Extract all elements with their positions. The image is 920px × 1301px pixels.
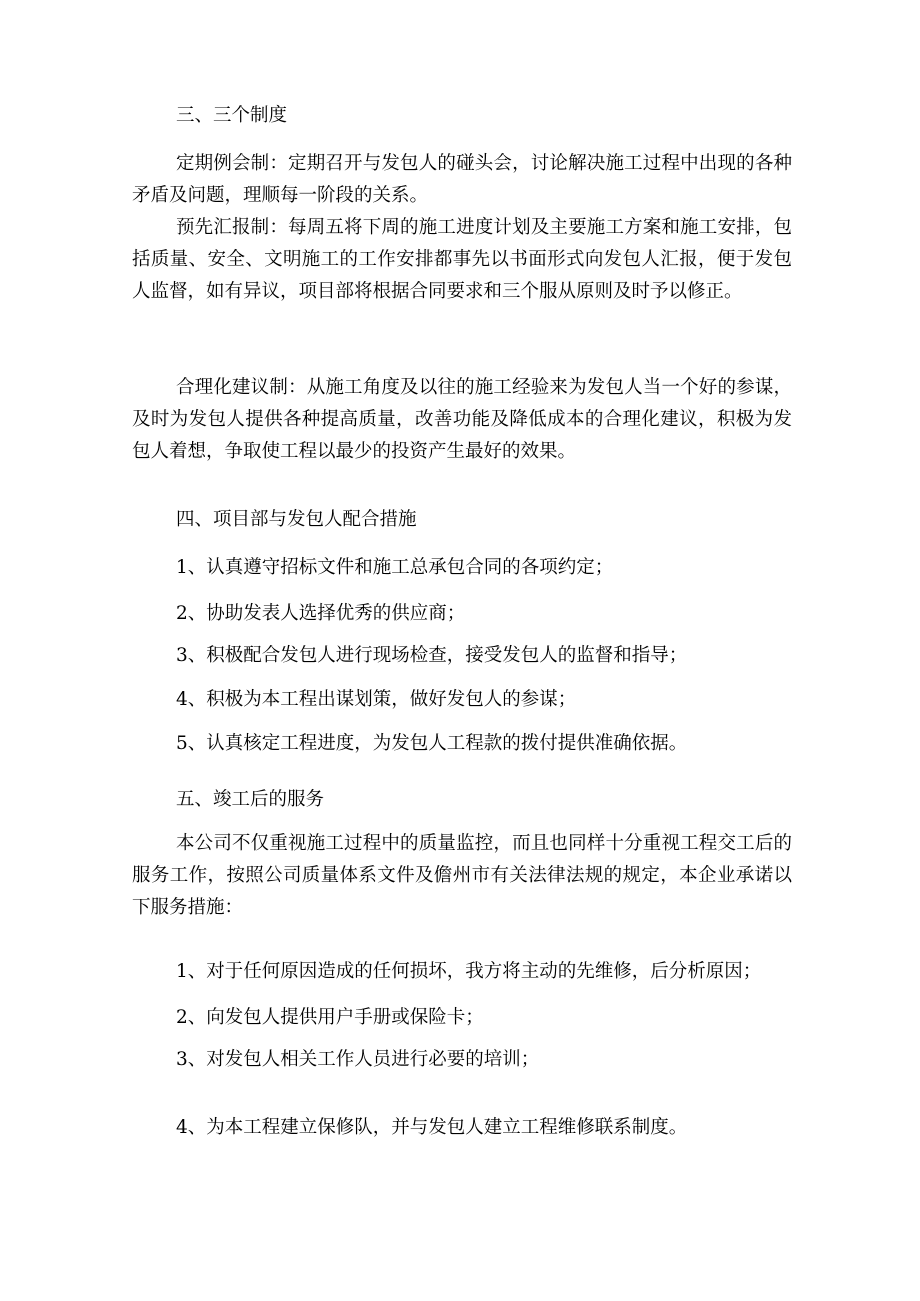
section-three-heading: 三、三个制度: [176, 105, 288, 126]
section-five-item-2: 2、向发包人提供用户手册或保险卡；: [176, 1007, 484, 1028]
section-four-item-5: 5、认真核定工程进度，为发包人工程款的拨付提供准确依据。: [176, 733, 688, 754]
section-four-heading: 四、项目部与发包人配合措施: [176, 509, 417, 530]
regular-meeting-paragraph: 定期例会制：定期召开与发包人的碰头会，讨论解决施工过程中出现的各种矛盾及问题，理顺每一阶段的关系。: [132, 153, 792, 206]
post-completion-service-paragraph: 本公司不仅重视施工过程中的质量监控，而且也同样十分重视工程交工后的服务工作，按照公司质量体系文件及儋州市有关法律法规的规定，本企业承诺以下服务措施：: [132, 833, 792, 918]
section-four-item-2: 2、协助发表人选择优秀的供应商；: [176, 603, 466, 624]
section-five-item-1: 1、对于任何原因造成的任何损坏，我方将主动的先维修，后分析原因；: [176, 961, 762, 982]
section-four-item-3: 3、积极配合发包人进行现场检查，接受发包人的监督和指导；: [176, 645, 688, 666]
advance-report-paragraph: 预先汇报制：每周五将下周的施工进度计划及主要施工方案和施工安排，包括质量、安全、文明施工的工作安排都事先以书面形式向发包人汇报，便于发包人监督，如有异议，项目部将根据合同要求和三个服从原则及时予以修正。: [132, 217, 792, 302]
section-five-heading: 五、竣工后的服务: [176, 789, 325, 810]
section-four-item-1: 1、认真遵守招标文件和施工总承包合同的各项约定；: [176, 557, 614, 578]
section-four-item-4: 4、积极为本工程出谋划策，做好发包人的参谋；: [176, 689, 577, 710]
section-five-item-4: 4、为本工程建立保修队，并与发包人建立工程维修联系制度。: [176, 1117, 688, 1138]
rational-suggestion-paragraph: 合理化建议制：从施工角度及以往的施工经验来为发包人当一个好的参谋，及时为发包人提供各种提高质量，改善功能及降低成本的合理化建议，积极为发包人着想，争取使工程以最少的投资产生最好的效果。: [132, 377, 792, 462]
section-five-item-3: 3、对发包人相关工作人员进行必要的培训；: [176, 1049, 540, 1070]
